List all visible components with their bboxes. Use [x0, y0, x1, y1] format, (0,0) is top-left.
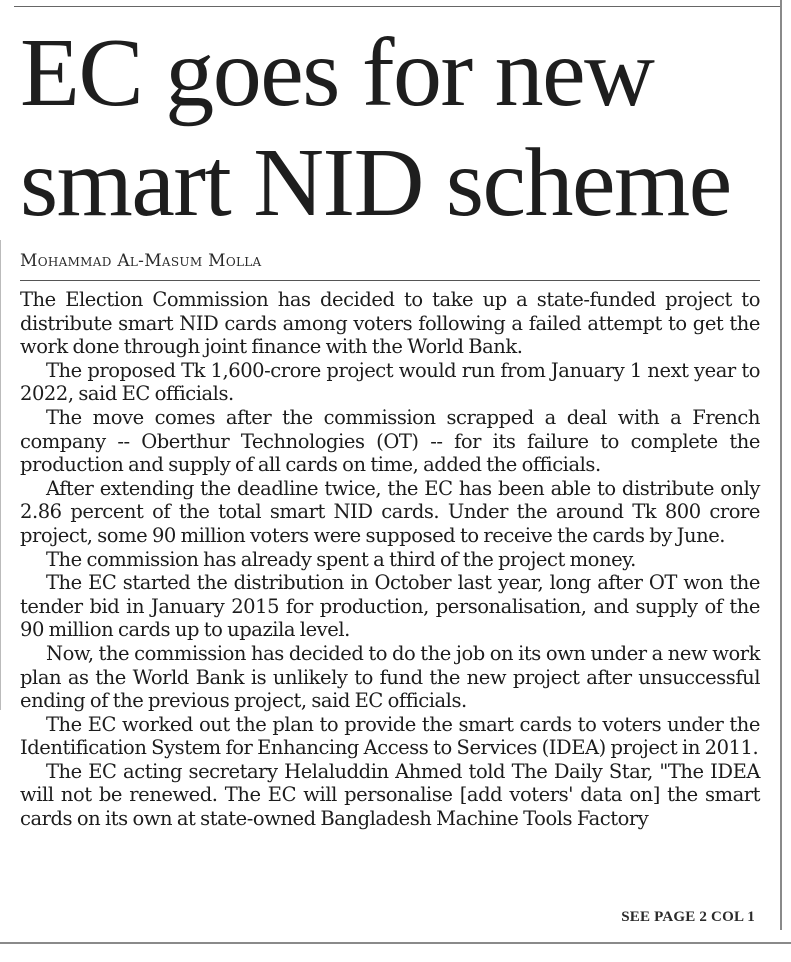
- paragraph: The EC worked out the plan to provide the smart cards to voters under the Identification System for Enhancing Access to Services (IDEA) project in 2011.: [20, 712, 760, 760]
- paragraph: The commission has already spent a third of the project money.: [46, 547, 636, 571]
- top-rule: [14, 6, 780, 7]
- paragraph: The EC started the distribution in October last year, long after OT won the tender bid in January 2015 for production, personalisation, and supply of the 90 million cards up to upazila level.: [20, 571, 760, 642]
- paragraph: The EC acting secretary Helaluddin Ahmed told The Daily Star, "The IDEA will not be renewed. The EC will personalise [add voters' data on] the smart cards on its own at state-owned Bangladesh Machine Tools Factory: [20, 759, 760, 831]
- article-body: [20, 288, 760, 831]
- page-bottom-rule: [0, 942, 791, 944]
- byline: Mohammad Al-Masum Molla: [20, 251, 262, 271]
- paragraph: The move comes after the commission scrapped a deal with a French company -- Oberthur Technologies (OT) -- for its failure to complete the production and supply of all cards on time, added the officials.: [20, 405, 760, 477]
- paragraph: Now, the commission has decided to do the job on its own under a new work plan as the World Bank is unlikely to fund the new project after unsuccessful ending of the previous project, said EC officials.: [20, 641, 760, 713]
- headline-line-2: smart NID scheme: [20, 129, 731, 237]
- headline-line-1: EC goes for new: [20, 19, 654, 127]
- paragraph: After extending the deadline twice, the EC has been able to distribute only 2.86 percent of the total smart NID cards. Under the around Tk 800 crore project, some 90 million voters were supposed to receive the cards by June.: [20, 476, 760, 547]
- column-rule-left: [0, 240, 1, 710]
- continuation-jump-line: SEE PAGE 2 COL 1: [621, 909, 755, 925]
- headline: [20, 18, 770, 238]
- byline-rule: [20, 280, 760, 281]
- paragraph: The Election Commission has decided to take up a state-funded project to distribute smart NID cards among voters following a failed attempt to get the work done through joint finance with the World Bank.: [20, 288, 760, 359]
- paragraph: The proposed Tk 1,600-crore project would run from January 1 next year to 2022, said EC officials.: [20, 358, 760, 406]
- column-rule-right: [780, 0, 782, 930]
